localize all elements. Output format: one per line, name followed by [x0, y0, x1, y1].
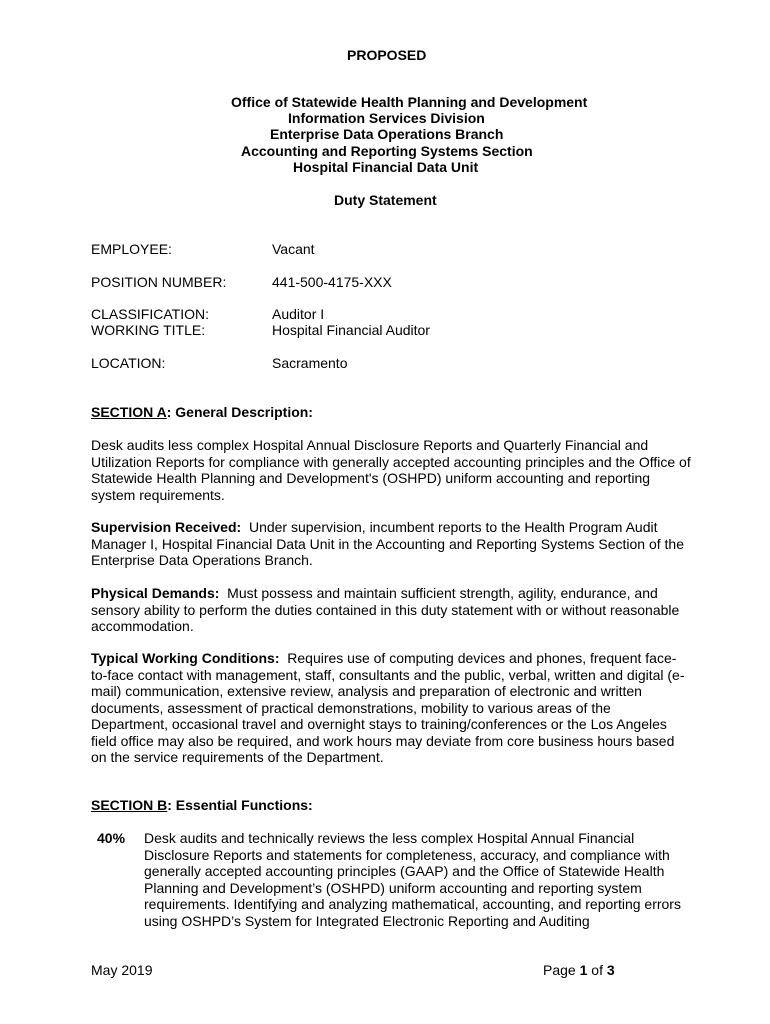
section-a-label: SECTION A: [91, 404, 167, 420]
function-description: Desk audits and technically reviews the less complex Hospital Annual Financial Disclosure Reports and statements for completeness, accuracy, and compliance with generally accepted accounting principles (GAAP) and the Office of Statewide Health Planning and Development’s (OSHPD) uniform accounting and reporting system requirements. Identifying and analyzing mathematical, accounting, and reporting errors using OSHPD’s System for Integrated Electronic Reporting and Auditing: [144, 830, 681, 929]
working-conditions-label: Typical Working Conditions:: [91, 650, 280, 666]
physical-demands-label: Physical Demands:: [91, 585, 220, 601]
section-b-label: SECTION B: [91, 797, 168, 813]
org-line-section: Accounting and Reporting Systems Section: [241, 143, 533, 159]
position-number-value: 441-500-4175-XXX: [272, 274, 392, 290]
working-conditions-text: Requires use of computing devices and phones, frequent face-to-face contact with management, staff, consultants and the public, verbal, written and digital (e-mail) communication, extensive review, analysis and preparation of electronic and written documents, assessment of practical demonstrations, mobility to various areas of the Department, occasional travel and overnight stays to training/conferences or the Los Angeles field office may also be required, and work hours may deviate from core business hours based on the service requirements of the Department.: [91, 650, 685, 765]
general-description: Desk audits less complex Hospital Annual Disclosure Reports and Quarterly Financial and Utilization Reports for compliance with generally accepted accounting principles and the Office of Statewide Health Planning and Development's (OSHPD) uniform accounting and reporting system requirements.: [91, 437, 691, 503]
function-percent: 40%: [97, 830, 126, 846]
physical-demands: [91, 585, 691, 635]
section-b-title: : Essential Functions:: [167, 797, 313, 813]
page-prefix: Page: [543, 962, 580, 978]
position-number-label: POSITION NUMBER:: [91, 274, 227, 290]
classification-value: Auditor I: [272, 306, 325, 322]
supervision-received: [91, 519, 691, 569]
supervision-text: Under supervision, incumbent reports to the Health Program Audit Manager I, Hospital Financial Data Unit in the Accounting and Reporting Systems Section of the Enterprise Data Operations Branch.: [91, 519, 684, 568]
supervision-label: Supervision Received:: [91, 519, 242, 535]
section-a-heading: [91, 404, 313, 421]
working-title-value: Hospital Financial Auditor: [272, 322, 430, 338]
org-line-division: Information Services Division: [288, 110, 485, 126]
section-a-title: : General Description:: [166, 404, 313, 420]
working-title-label: WORKING TITLE:: [91, 322, 206, 338]
page-total: 3: [606, 962, 615, 978]
location-label: LOCATION:: [91, 355, 166, 371]
footer-date: May 2019: [91, 962, 153, 978]
physical-demands-text: Must possess and maintain sufficient strength, agility, endurance, and sensory ability to perform the duties contained in this duty statement with or without reasonable accommodation.: [91, 585, 680, 634]
org-line-office: Office of Statewide Health Planning and Development: [231, 94, 588, 110]
section-b-heading: [91, 797, 313, 814]
location-value: Sacramento: [272, 355, 348, 371]
employee-label: EMPLOYEE:: [91, 241, 172, 257]
page-current: 1: [579, 962, 588, 978]
org-line-unit: Hospital Financial Data Unit: [293, 159, 479, 175]
document-status: PROPOSED: [347, 47, 427, 63]
employee-value: Vacant: [272, 241, 315, 257]
org-line-branch: Enterprise Data Operations Branch: [270, 126, 504, 142]
classification-label: CLASSIFICATION:: [91, 306, 209, 322]
document-title: Duty Statement: [334, 192, 437, 208]
working-conditions: [91, 650, 691, 766]
page-of: of: [587, 962, 607, 978]
page-number: [543, 962, 615, 979]
